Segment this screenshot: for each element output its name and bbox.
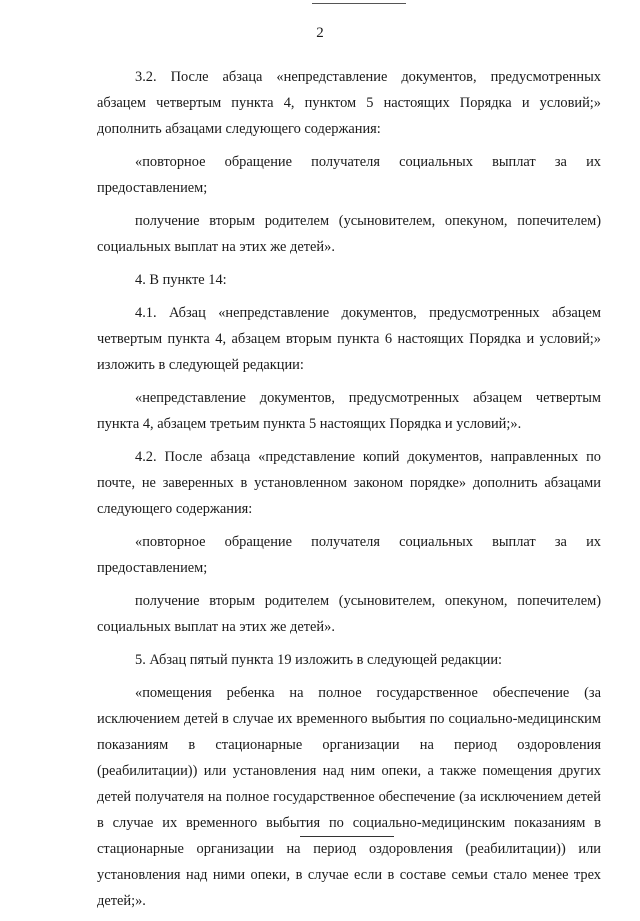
paragraph-repeat-application-2: «повторное обращение получателя социальных выплат за их предоставлением;: [97, 534, 601, 576]
paragraph-4-heading: 4. В пункте 14:: [135, 272, 227, 288]
paragraph-4-1-new-wording: «непредставление документов, предусмотренных абзацем четвертым пункта 4, абзацем третьим пункта 5 настоящих Порядка и условий;».: [97, 390, 601, 432]
bottom-divider: [300, 836, 394, 837]
paragraph-second-parent-2: получение вторым родителем (усыновителем, опекуном, попечителем) социальных выплат на этих же детей».: [97, 593, 601, 635]
top-divider: [312, 3, 406, 4]
paragraph-4-2: 4.2. После абзаца «представление копий документов, направленных по почте, не заверенных в установленном законом порядке» дополнить абзацами следующего содержания:: [97, 449, 601, 517]
paragraph-4-1: 4.1. Абзац «непредставление документов, предусмотренных абзацем четвертым пункта 4, абзацем вторым пункта 6 настоящих Порядка и условий;» изложить в следующей редакции:: [97, 305, 601, 373]
document-body: [97, 64, 601, 921]
page-number: 2: [316, 25, 324, 41]
paragraph-repeat-application-1: «повторное обращение получателя социальных выплат за их предоставлением;: [97, 154, 601, 196]
paragraph-3-2: 3.2. После абзаца «непредставление документов, предусмотренных абзацем четвертым пункта 4, пунктом 5 настоящих Порядка и условий;» дополнить абзацами следующего содержания:: [97, 69, 601, 137]
paragraph-5-new-wording: «помещения ребенка на полное государственное обеспечение (за исключением детей в случае их временного выбытия по социально-медицинским показаниям в стационарные организации на период оздоровления (реабилитации)) или установления над ним опеки, а также помещения других детей получателя на полное государственное обеспечение (за исключением детей в случае их временного выбытия по социально-медицинским показаниям в стационарные организации на период оздоровления (реабилитации)) или установления над ними опеки, в случае если в составе семьи стало менее трех детей;».: [97, 685, 601, 909]
paragraph-second-parent-1: получение вторым родителем (усыновителем, опекуном, попечителем) социальных выплат на этих же детей».: [97, 213, 601, 255]
paragraph-5-heading: 5. Абзац пятый пункта 19 изложить в следующей редакции:: [135, 652, 503, 668]
